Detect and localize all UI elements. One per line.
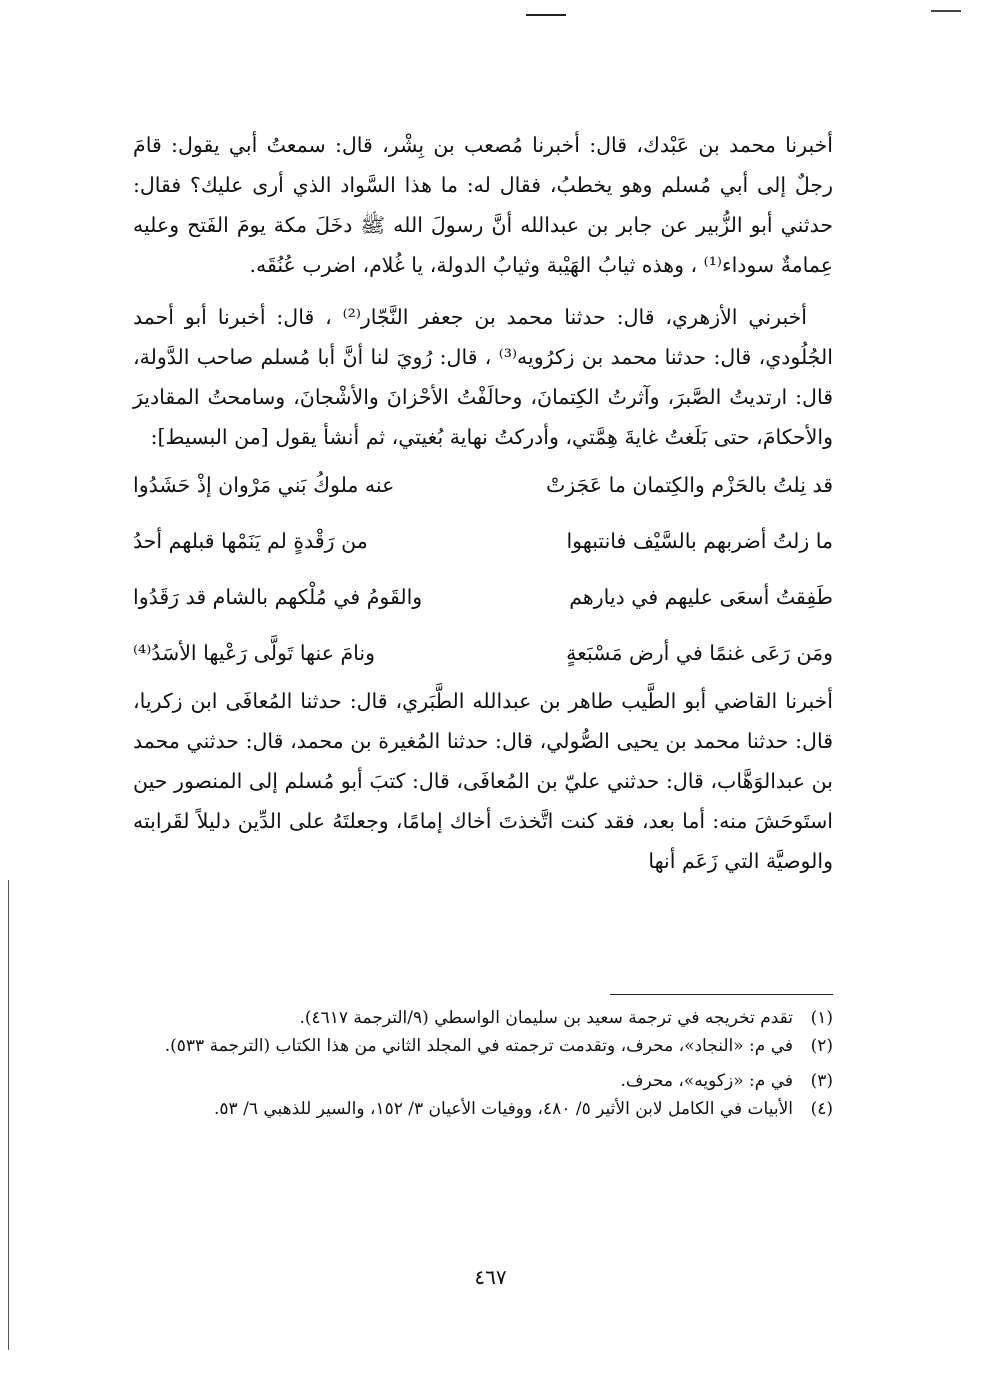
paragraph-1: أخبرنا محمد بن عَبْدك، قال: أخبرنا مُصعب بن بِشْر، قال: سمعتُ أبي يقول: قامَ رجلٌ إلى أبي مُسلم وهو يخطبُ، فقال له: ما هذا السَّواد الذي أرى عليك؟ فقال: حدثني أبو الزُّبير عن جابر بن عبدالله أنَّ رسولَ الله ﷺ دخَلَ مكة يومَ الفَتح وعليه عِمامةٌ سوداء⁽¹⁾ ، وهذه ثيابُ الهَيْبة وثيابُ الدولة، يا غُلام، اضرب عُنُقَه. bbox=[133, 133, 833, 277]
footnote-3-text: في م: «زكويه»، محرف. bbox=[620, 1071, 793, 1091]
verse-3-first-hemistich: طَفِقتُ أسعَى عليهم في ديارهم bbox=[569, 585, 833, 609]
verse-3 bbox=[133, 569, 833, 625]
header-rule bbox=[526, 14, 566, 16]
footnote-1 bbox=[133, 1004, 833, 1032]
verse-2 bbox=[133, 513, 833, 569]
verse-4 bbox=[133, 625, 833, 681]
paragraph-2: أخبرني الأزهري، قال: حدثنا محمد بن جعفر النَّجّار⁽²⁾ ، قال: أخبرنا أبو أحمد الجُلُودي، قال: حدثنا محمد بن زكرُويه⁽³⁾ ، قال: رُويَ لنا أنَّ أبا مُسلم صاحب الدَّولة، قال: ارتديتُ الصَّبرَ، وآثرتُ الكِتمانَ، وحالَفْتُ الأحْزانَ والأشْجانَ، وسامحتُ المقاديرَ والأحكامَ، حتى بَلَغتُ غايةَ هِمَّتي، وأدركتُ نهاية بُغيتي، ثم أنشأ يقول [من البسيط]: bbox=[133, 305, 833, 449]
verse-1 bbox=[133, 457, 833, 513]
footnote-1-number: (١) bbox=[810, 1008, 833, 1028]
verse-3-second-hemistich: والقَومُ في مُلْكهم بالشام قد رَقَدُوا bbox=[133, 585, 423, 609]
footnote-1-text: تقدم تخريجه في ترجمة سعيد بن سليمان الواسطي (٩/الترجمة ٤٦١٧). bbox=[299, 1008, 793, 1028]
verse-1-second-hemistich: عنه ملوكُ بَني مَرْوان إذْ حَشَدُوا bbox=[133, 473, 395, 497]
footnote-4 bbox=[133, 1095, 833, 1123]
footnote-3 bbox=[133, 1067, 833, 1095]
scan-mark bbox=[931, 10, 961, 12]
footnote-2-number: (٢) bbox=[810, 1036, 833, 1056]
verse-4-first-hemistich: ومَن رَعَى غنمًا في أرض مَسْبَعةٍ bbox=[566, 641, 833, 665]
verse-2-first-hemistich: ما زلتُ أضربهم بالسَّيْف فانتبهوا bbox=[566, 529, 833, 553]
verse-2-second-hemistich: من رَقْدةٍ لم يَنَمْها قبلهم أحدُ bbox=[133, 529, 368, 553]
footnote-4-number: (٤) bbox=[810, 1099, 833, 1119]
footnote-rule bbox=[610, 994, 833, 995]
footnotes bbox=[133, 1004, 833, 1123]
main-text bbox=[133, 125, 833, 881]
footnote-3-number: (٣) bbox=[810, 1071, 833, 1091]
page-number: ٤٦٧ bbox=[474, 1265, 507, 1289]
paragraph-3: أخبرنا القاضي أبو الطَّيب طاهر بن عبدالله الطَّبَري، قال: حدثنا المُعافَى ابن زكريا، قال: حدثنا محمد بن يحيى الصُّولي، قال: حدثنا المُغيرة بن محمد، قال: حدثني محمد بن عبدالوَهَّاب، قال: حدثني عليّ بن المُعافَى، قال: كتبَ أبو مُسلم إلى المنصور حين استَوحَشَ منه: أما بعد، فقد كنت اتَّخذتَ أخاك إمامًا، وجعلتَهُ على الدِّين دليلاً لقَرابته والوصيَّة التي زَعَم أنها bbox=[133, 689, 833, 873]
verse-4-second-hemistich: ونامَ عنها تَولَّى رَعْيها الأسَدُ⁽⁴⁾ bbox=[133, 641, 375, 665]
footnote-2 bbox=[133, 1032, 833, 1060]
footnote-2-text: في م: «النجاد»، محرف، وتقدمت ترجمته في المجلد الثاني من هذا الكتاب (الترجمة ٥٣٣). bbox=[164, 1036, 793, 1056]
verse-1-first-hemistich: قد نِلتُ بالحَزْم والكِتمان ما عَجَزتْ bbox=[546, 473, 833, 497]
poem bbox=[133, 457, 833, 681]
footnote-4-text: الأبيات في الكامل لابن الأثير ٥/ ٤٨٠، ووفيات الأعيان ٣/ ١٥٢، والسير للذهبي ٦/ ٥٣. bbox=[214, 1099, 793, 1119]
